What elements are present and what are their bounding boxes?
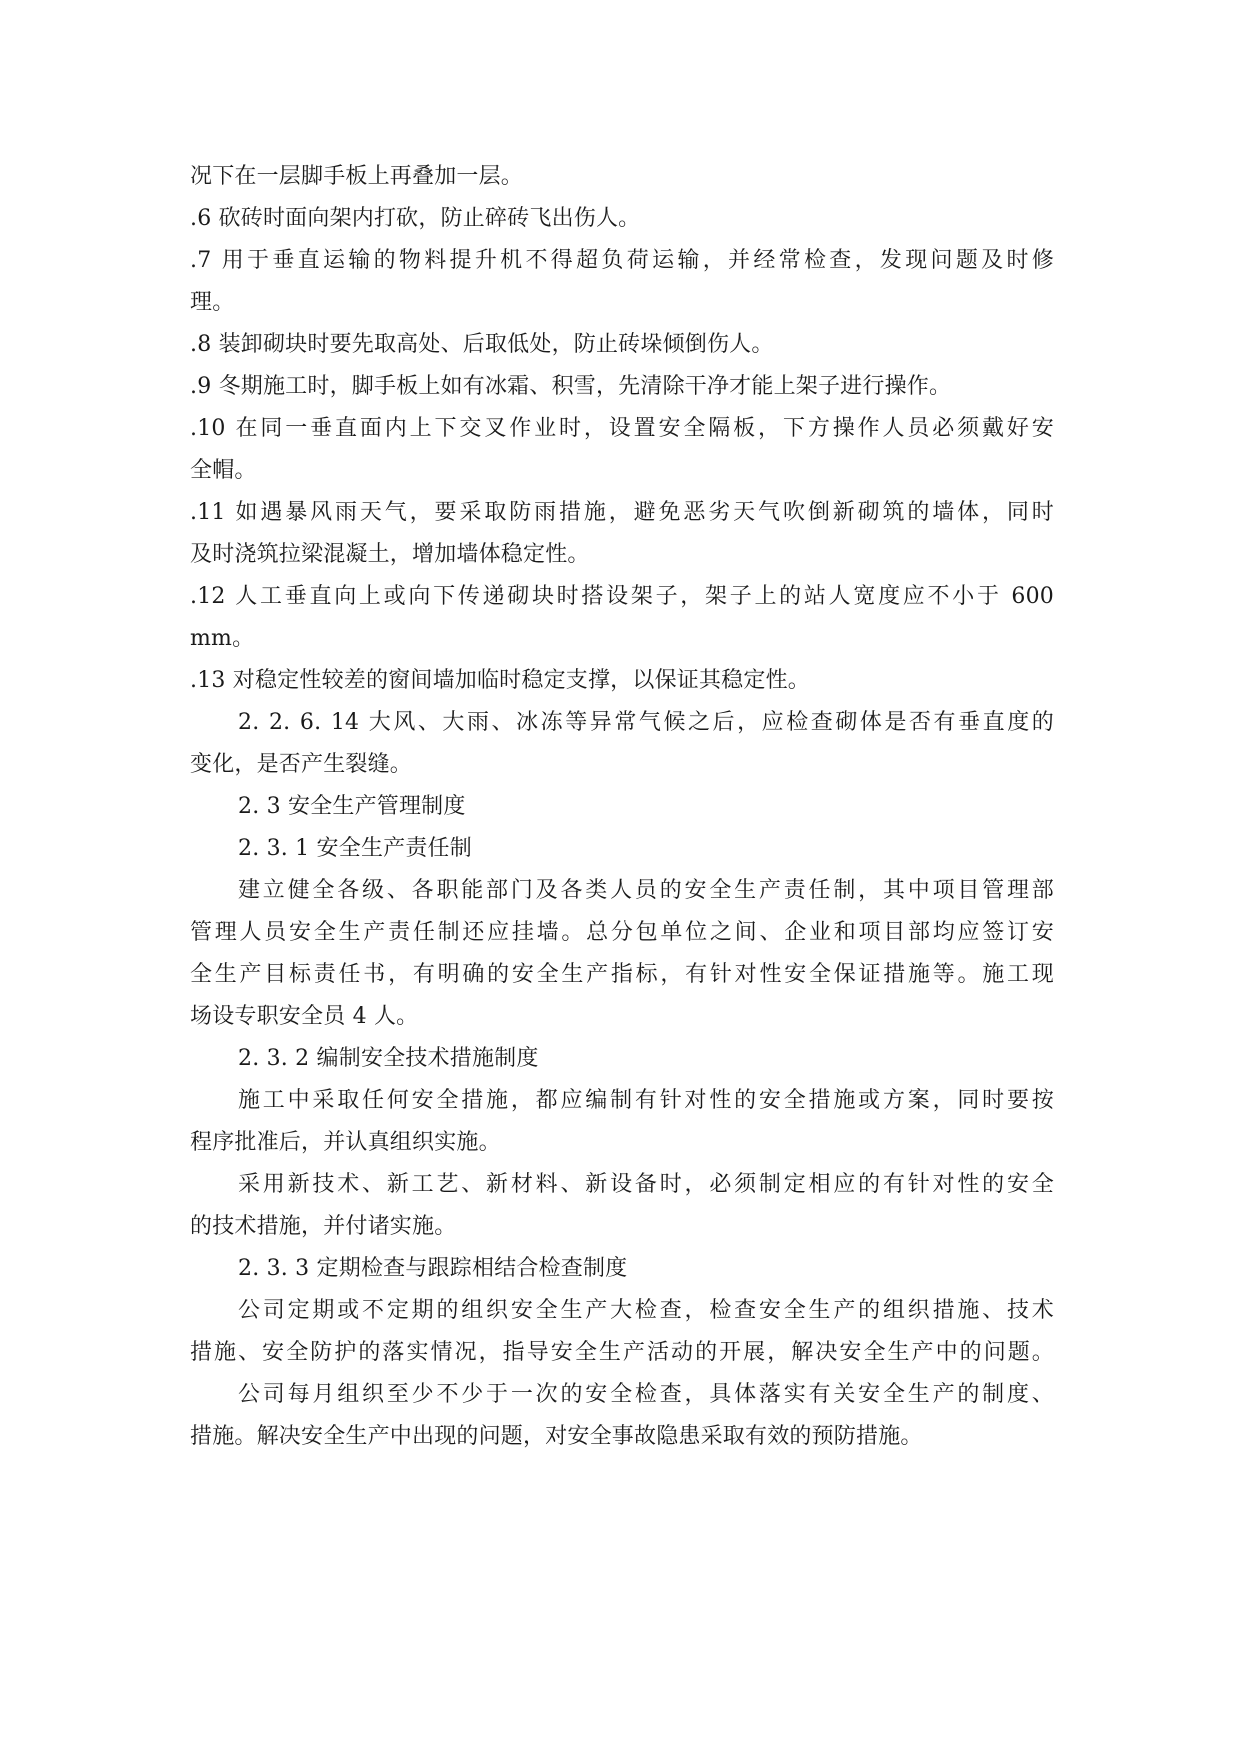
text-line: 全生产目标责任书，有明确的安全生产指标，有针对性安全保证措施等。施工现 — [190, 962, 1054, 987]
text-line: 况下在一层脚手板上再叠加一层。 — [190, 164, 524, 189]
text-line: 2. 2. 6. 14 大风、大雨、冰冻等异常气候之后，应检查砌体是否有垂直度的 — [238, 710, 1054, 735]
text-line: 管理人员安全生产责任制还应挂墙。总分包单位之间、企业和项目部均应签订安 — [190, 920, 1054, 945]
text-line: 理。 — [190, 290, 235, 315]
text-line: .8 装卸砌块时要先取高处、后取低处，防止砖垛倾倒伤人。 — [190, 332, 774, 357]
text-line: .11 如遇暴风雨天气，要采取防雨措施，避免恶劣天气吹倒新砌筑的墙体，同时 — [190, 500, 1054, 525]
text-line: 建立健全各级、各职能部门及各类人员的安全生产责任制，其中项目管理部 — [238, 878, 1054, 903]
text-line: 措施。解决安全生产中出现的问题，对安全事故隐患采取有效的预防措施。 — [190, 1424, 923, 1449]
text-line: .13 对稳定性较差的窗间墙加临时稳定支撑，以保证其稳定性。 — [190, 668, 810, 693]
section-heading: 2. 3. 2 编制安全技术措施制度 — [238, 1046, 539, 1071]
section-heading: 2. 3. 1 安全生产责任制 — [238, 836, 472, 861]
text-line: 程序批准后，并认真组织实施。 — [190, 1130, 501, 1155]
text-line: 公司定期或不定期的组织安全生产大检查，检查安全生产的组织措施、技术 — [238, 1298, 1054, 1323]
section-heading: 2. 3 安全生产管理制度 — [238, 794, 466, 819]
text-line: 采用新技术、新工艺、新材料、新设备时，必须制定相应的有针对性的安全 — [238, 1172, 1054, 1197]
text-line: 的技术措施，并付诸实施。 — [190, 1214, 457, 1239]
text-line: .10 在同一垂直面内上下交叉作业时，设置安全隔板，下方操作人员必须戴好安 — [190, 416, 1054, 441]
text-line: .9 冬期施工时，脚手板上如有冰霜、积雪，先清除干净才能上架子进行操作。 — [190, 374, 952, 399]
text-line: 施工中采取任何安全措施，都应编制有针对性的安全措施或方案，同时要按 — [238, 1088, 1054, 1113]
text-line: .6 砍砖时面向架内打砍，防止碎砖飞出伤人。 — [190, 206, 641, 231]
text-line: mm。 — [190, 626, 255, 651]
text-line: 全帽。 — [190, 458, 257, 483]
text-line: 场设专职安全员 4 人。 — [190, 1004, 419, 1029]
text-line: .7 用于垂直运输的物料提升机不得超负荷运输，并经常检查，发现问题及时修 — [190, 248, 1054, 273]
text-line: .12 人工垂直向上或向下传递砌块时搭设架子，架子上的站人宽度应不小于 600 — [190, 584, 1054, 609]
text-line: 措施、安全防护的落实情况，指导安全生产活动的开展，解决安全生产中的问题。 — [190, 1340, 1054, 1365]
text-line: 公司每月组织至少不少于一次的安全检查，具体落实有关安全生产的制度、 — [238, 1382, 1054, 1407]
document-body — [190, 156, 1054, 1458]
text-line: 变化，是否产生裂缝。 — [190, 752, 413, 777]
section-heading: 2. 3. 3 定期检查与跟踪相结合检查制度 — [238, 1256, 628, 1281]
text-line: 及时浇筑拉梁混凝土，增加墙体稳定性。 — [190, 542, 590, 567]
